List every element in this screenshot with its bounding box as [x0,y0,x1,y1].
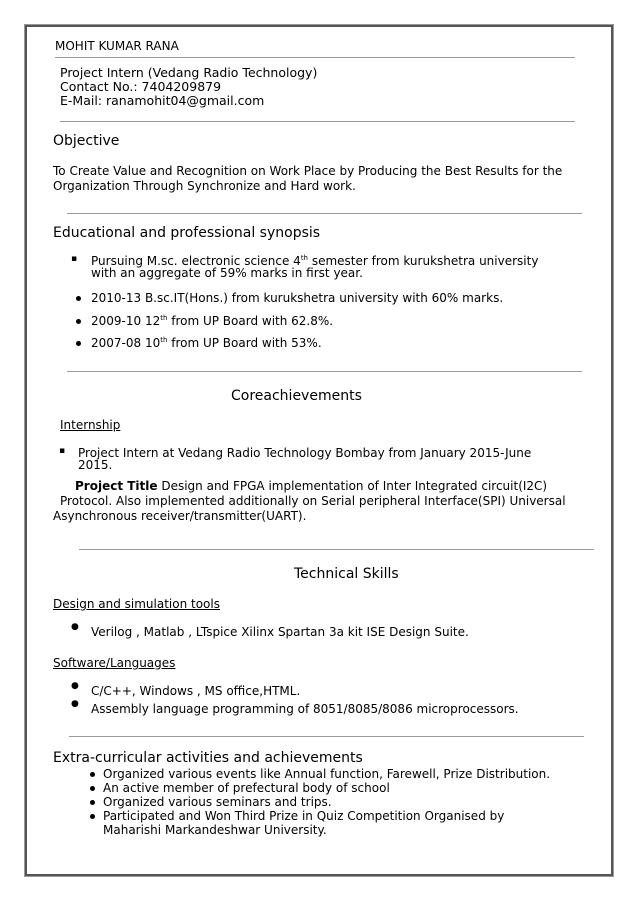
extracurricular-heading: Extra-curricular activities and achievements [53,750,363,766]
extracurricular-item-4: Participated and Won Third Prize in Quiz Competition Organised by [103,809,505,823]
bullet-icon: ▪ [71,254,78,264]
contact-divider [60,121,575,122]
bullet-icon [90,772,95,777]
education-item-1: Pursuing M.sc. electronic science 4th semester from kurukshetra university [91,254,539,268]
project-line-1: Project Title Design and FPGA implementation of Inter Integrated circuit(I2C) [75,479,548,493]
skills-heading: Technical Skills [294,566,399,582]
skills-divider [69,736,584,737]
bullet-icon [90,786,95,791]
achievements-heading: Coreachievements [231,388,362,404]
education-item-2: 2010-13 B.sc.IT(Hons.) from kurukshetra university with 60% marks. [91,291,504,305]
bullet-icon [90,814,95,819]
internship-line-1: Project Intern at Vedang Radio Technology Bombay from January 2015-June [78,446,532,460]
objective-line-2: Organization Through Synchronize and Hard work. [53,179,356,193]
bullet-icon [76,296,81,301]
contact-number: Contact No.: 7404209879 [60,79,222,94]
bullet-icon [90,800,95,805]
bullet-icon: ● [71,699,79,709]
email-address: E-Mail: ranamohit04@gmail.com [60,93,265,108]
candidate-name: MOHIT KUMAR RANA [55,39,179,53]
software-label: Software/Languages [53,656,176,670]
extracurricular-item-1: Organized various events like Annual function, Farewell, Prize Distribution. [103,767,551,781]
project-line-2: Protocol. Also implemented additionally on Serial peripheral Interface(SPI) Universal [60,494,566,508]
objective-heading: Objective [53,133,120,149]
bullet-icon: ● [71,622,79,632]
extracurricular-item-2: An active member of prefectural body of school [103,781,390,795]
bullet-icon [76,341,81,346]
internship-line-2: 2015. [78,458,113,472]
education-item-1-cont: with an aggregate of 59% marks in first year. [91,266,363,280]
design-tools-label: Design and simulation tools [53,597,220,611]
software-item-2: Assembly language programming of 8051/8085/8086 microprocessors. [91,702,519,716]
bullet-icon: ● [71,681,79,691]
extracurricular-item-3: Organized various seminars and trips. [103,795,332,809]
internship-label: Internship [60,418,121,432]
education-divider [67,371,582,372]
achievements-divider [79,549,594,550]
bullet-icon [76,319,81,324]
objective-divider [67,213,582,214]
bullet-icon: ▪ [59,446,66,456]
extracurricular-item-4-cont: Maharishi Markandeshwar University. [103,823,327,837]
candidate-role: Project Intern (Vedang Radio Technology) [60,65,318,80]
education-heading: Educational and professional synopsis [53,225,321,241]
education-item-4: 2007-08 10th from UP Board with 53%. [91,336,322,350]
design-tools-item: Verilog , Matlab , LTspice Xilinx Spartan 3a kit ISE Design Suite. [91,625,469,639]
project-line-3: Asynchronous receiver/transmitter(UART). [53,509,307,523]
objective-line-1: To Create Value and Recognition on Work Place by Producing the Best Results for the [53,164,563,178]
software-item-1: C/C++, Windows , MS office,HTML. [91,684,301,698]
education-item-3: 2009-10 12th from UP Board with 62.8%. [91,314,334,328]
header-divider [55,57,575,58]
